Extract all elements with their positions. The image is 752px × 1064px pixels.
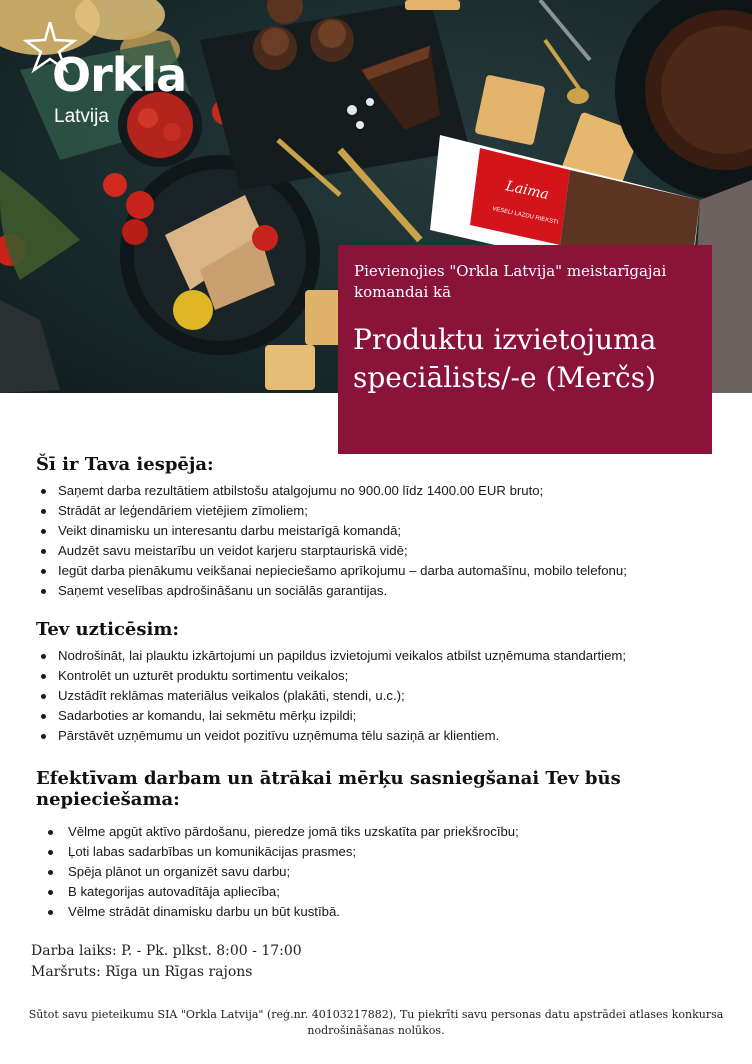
list-item: Iegūt darba pienākumu veikšanai nepieciešamo aprīkojumu – darba automašīnu, mobilo telefonu; (58, 561, 736, 581)
job-title: Produktu izvietojuma speciālists/-e (Merčs) (353, 323, 657, 394)
list-item: Saņemt veselības apdrošināšanu un sociālās garantijas. (58, 581, 736, 601)
list-item: Pārstāvēt uzņēmumu un veidot pozitīvu uzņēmuma tēlu saziņā ar klientiem. (58, 726, 736, 746)
orkla-logo (22, 22, 212, 132)
list-item: Spēja plānot un organizēt savu darbu; (68, 862, 736, 882)
work-route: Maršruts: Rīga un Rīgas rajons (31, 964, 253, 980)
list-item: B kategorijas autovadītāja apliecība; (68, 882, 736, 902)
responsibilities-list (36, 646, 736, 746)
logo-wordmark: Orkla (52, 48, 187, 102)
benefits-list (36, 481, 736, 601)
list-item: Sadarboties ar komandu, lai sekmētu mērķu izpildi; (58, 706, 736, 726)
job-details (31, 941, 302, 983)
section-responsibilities (36, 619, 736, 746)
work-hours: Darba laiks: P. - Pk. plkst. 8:00 - 17:00 (31, 943, 302, 959)
list-item: Saņemt darba rezultātiem atbilstošu atalgojumu no 900.00 līdz 1400.00 EUR bruto; (58, 481, 736, 501)
job-title-card (338, 245, 712, 454)
list-item: Vēlme strādāt dinamisku darbu un būt kustībā. (68, 902, 736, 922)
package-brand-text: Laima (504, 178, 551, 204)
list-item: Veikt dinamisku un interesantu darbu meistarīgā komandā; (58, 521, 736, 541)
list-item: Nodrošināt, lai plauktu izkārtojumi un papildus izvietojumi veikalos atbilst uzņēmuma standartiem; (58, 646, 736, 666)
card-intro-text: Pievienojies "Orkla Latvija" meistarīgajai komandai kā (354, 262, 667, 301)
list-item: Vēlme apgūt aktīvo pārdošanu, pieredze jomā tiks uzskatīta par priekšrocību; (68, 822, 736, 842)
list-item: Uzstādīt reklāmas materiālus veikalos (plakāti, stendi, u.c.); (58, 686, 736, 706)
list-item: Audzēt savu meistarību un veidot karjeru starptauriskā vidē; (58, 541, 736, 561)
requirements-list (36, 822, 736, 922)
logo-subtitle: Latvija (54, 106, 109, 127)
section-heading: Tev uzticēsim: (36, 619, 180, 640)
list-item: Kontrolēt un uzturēt produktu sortimentu veikalos; (58, 666, 736, 686)
section-heading: Šī ir Tava iespēja: (36, 454, 214, 475)
list-item: Strādāt ar leģendāriem vietējiem zīmoliem; (58, 501, 736, 521)
package-product-text: VESELI LAZDU RIEKSTI (491, 206, 559, 226)
section-opportunity (36, 454, 736, 601)
list-item: Ļoti labas sadarbības un komunikācijas prasmes; (68, 842, 736, 862)
privacy-notice: Sūtot savu pieteikumu SIA "Orkla Latvija" (reģ.nr. 40103217882), Tu piekrīti savu personas datu apstrādei atlases konkursa nodrošināšanas nolūkos. (28, 1008, 724, 1037)
section-heading: Efektīvam darbam un ātrākai mērķu sasniegšanai Tev būs nepieciešama: (36, 768, 621, 810)
section-requirements (36, 768, 736, 922)
